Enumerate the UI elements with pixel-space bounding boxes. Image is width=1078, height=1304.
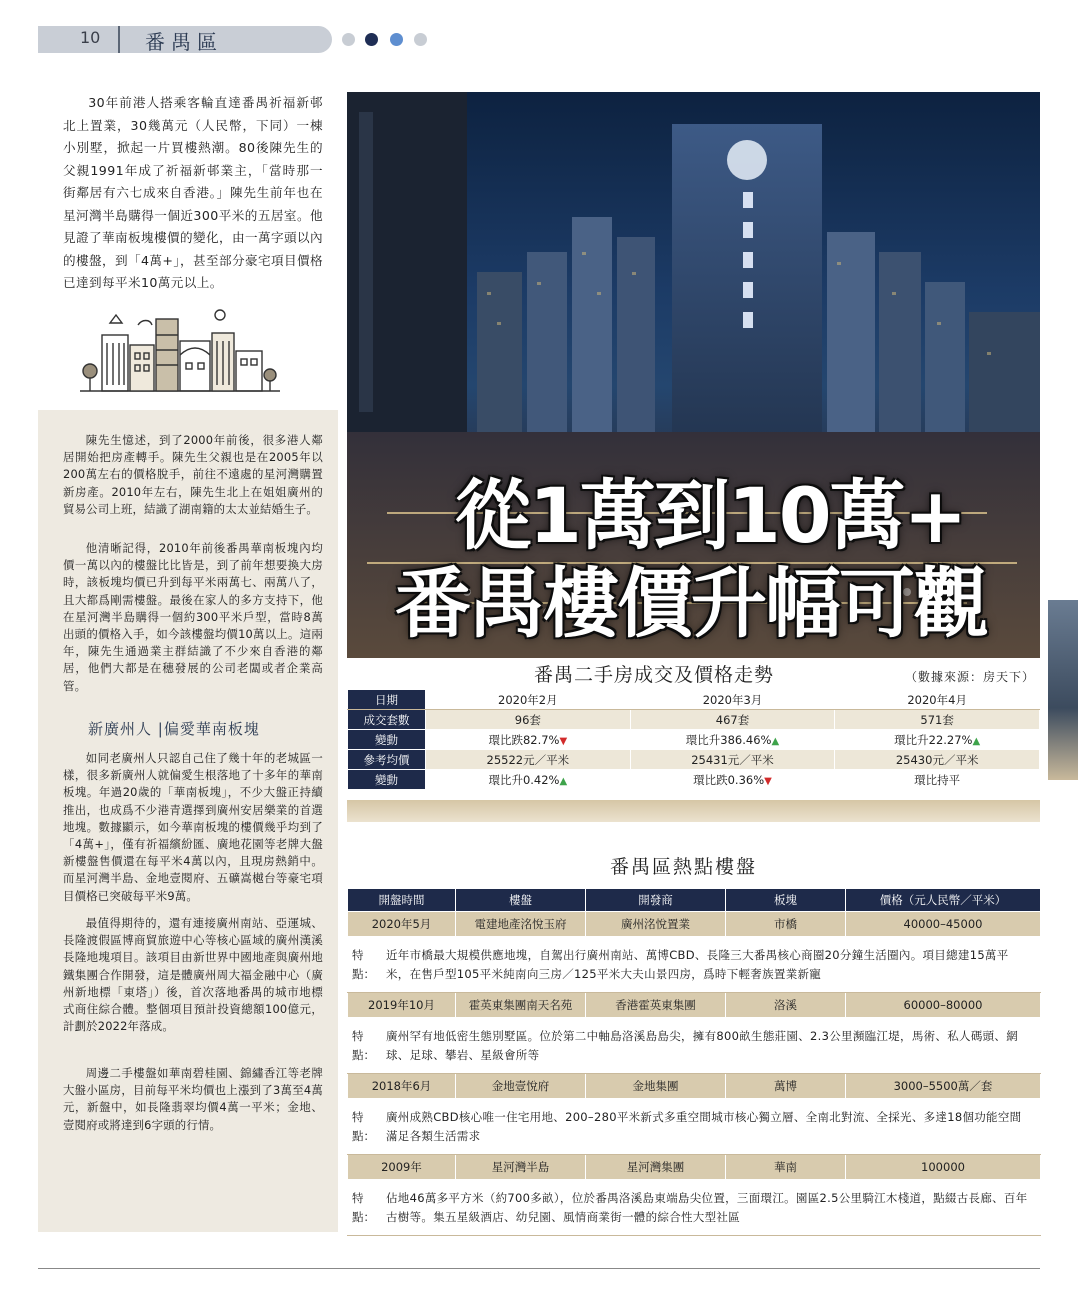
feature-label: 特點： bbox=[352, 948, 375, 981]
hotspot-table-title: 番禺區熱點樓盤 bbox=[610, 856, 758, 878]
table-header-cell: 2020年4月 bbox=[835, 690, 1040, 710]
feature-text: 佔地46萬多平方米（約700多畝），位於番禺洛溪島東端島尖位置，三面環江。園區2.5公里騎江木棧道，點綴古長廊、百年古樹等。集五星級酒店、幼兒園、風情商業街一體的綜合性大型社區 bbox=[386, 1191, 1028, 1224]
section-title: 番禺區 bbox=[145, 30, 223, 54]
row-label: 變動 bbox=[348, 730, 426, 750]
feature-row bbox=[348, 1099, 1041, 1155]
row-label: 參考均價 bbox=[348, 750, 426, 770]
up-arrow-icon: ▲ bbox=[771, 735, 780, 747]
table-cell: 環比升386.46%▲ bbox=[630, 730, 835, 750]
decor-dot bbox=[342, 33, 355, 46]
table-header-cell: 日期 bbox=[348, 690, 426, 710]
body-paragraph: 如同老廣州人只認自己住了幾十年的老城區一樣，很多新廣州人就偏愛生根落地了十多年的華南板塊。年過20歲的「華南板塊」，不少大盤正持續推出，也成爲不少港青選擇到廣州安居樂業的首選地塊。數據顯示，如今華南板塊的樓價幾乎均到了「4萬+」，僅有祈福繽紛匯、廣地花園等老牌大盤新樓盤售價還在每平米4萬以內，且現房熱銷中。而星河灣半島、金地壹閱府、五礦嵩樾台等豪宅項目價格已突破每平米9萬。 bbox=[63, 751, 323, 903]
feature-row bbox=[348, 1018, 1041, 1074]
feature-text: 廣州罕有地低密生態別墅區。位於第二中軸島洛溪島島尖，擁有800畝生態莊園、2.3公里瀕臨江堤，馬術、私人碼頭、網球、足球、攀岩、星級會所等 bbox=[386, 1029, 1019, 1062]
table-cell: 環比升22.27%▲ bbox=[835, 730, 1040, 750]
table-cell: 金地壹悅府 bbox=[456, 1074, 586, 1099]
table-row bbox=[348, 750, 1040, 770]
decorative-band bbox=[347, 800, 1040, 822]
table-header-cell: 價格（元人民幣／平米） bbox=[846, 889, 1041, 912]
trend-table-title: 番禺二手房成交及價格走勢 bbox=[534, 664, 775, 686]
table-cell: 2019年10月 bbox=[348, 993, 456, 1018]
feature-label: 特點： bbox=[352, 1191, 375, 1224]
table-cell: 100000 bbox=[846, 1155, 1041, 1180]
table-header-row bbox=[348, 690, 1040, 710]
table-header-cell: 板塊 bbox=[726, 889, 846, 912]
up-arrow-icon: ▲ bbox=[559, 775, 568, 787]
table-cell: 2020年5月 bbox=[348, 912, 456, 937]
table-cell: 洛溪 bbox=[726, 993, 846, 1018]
row-label: 變動 bbox=[348, 770, 426, 790]
row-label: 成交套數 bbox=[348, 710, 426, 730]
body-paragraph: 陳先生憶述，到了2000年前後，很多港人鄰居開始把房產轉手。陳先生父親也是在2005年以200萬左右的價格脫手，前往不遠處的星河灣購置新房產。2010年左右，陳先生北上在姐姐廣州的貿易公司上班，結識了湖南籍的太太並結婚生子。 bbox=[63, 433, 323, 516]
feature-cell bbox=[348, 1180, 1041, 1236]
up-arrow-icon: ▲ bbox=[972, 735, 981, 747]
feature-cell bbox=[348, 1018, 1041, 1074]
table-cell: 3000–5500萬／套 bbox=[846, 1074, 1041, 1099]
feature-label: 特點： bbox=[352, 1029, 375, 1062]
header-divider bbox=[118, 26, 120, 53]
city-buildings-illustration bbox=[80, 305, 280, 397]
table-cell: 金地集團 bbox=[586, 1074, 726, 1099]
table-cell: 環比升0.42%▲ bbox=[426, 770, 631, 790]
table-header-cell: 樓盤 bbox=[456, 889, 586, 912]
down-arrow-icon: ▼ bbox=[764, 775, 772, 787]
table-cell: 40000–45000 bbox=[846, 912, 1041, 937]
table-cell: 市橋 bbox=[726, 912, 846, 937]
table-cell: 2009年 bbox=[348, 1155, 456, 1180]
trend-table bbox=[347, 689, 1040, 790]
table-row bbox=[348, 770, 1040, 790]
feature-row bbox=[348, 1180, 1041, 1236]
decor-dot bbox=[390, 33, 403, 46]
table-cell: 星河灣半島 bbox=[456, 1155, 586, 1180]
table-cell: 25522元／平米 bbox=[426, 750, 631, 770]
page-header bbox=[0, 0, 1078, 60]
table-cell: 香港霍英東集團 bbox=[586, 993, 726, 1018]
table-cell: 廣州洺悅置業 bbox=[586, 912, 726, 937]
table-cell: 電建地產洺悅玉府 bbox=[456, 912, 586, 937]
table-cell: 571套 bbox=[835, 710, 1040, 730]
subheading: 新廣州人 |偏愛華南板塊 bbox=[88, 720, 260, 738]
table-cell: 環比跌82.7%▼ bbox=[426, 730, 631, 750]
table-row bbox=[348, 1074, 1041, 1099]
table-row bbox=[348, 730, 1040, 750]
intro-paragraph: 30年前港人搭乘客輪直達番禺祈福新邨北上置業，30幾萬元（人民幣，下同）一棟小別墅，掀起一片買樓熱潮。80後陳先生的父親1991年成了祈福新邨業主，「當時那一街鄰居有六七成來自香港。」陳先生前年也在星河灣半島購得一個近300平米的五居室。他見證了華南板塊樓價的變化，由一萬字頭以內的樓盤，到「4萬+」，甚至部分豪宅項目價格已達到每平米10萬元以上。 bbox=[63, 95, 323, 290]
headline-line-2: 番禺樓價升幅可觀 bbox=[395, 559, 987, 648]
table-cell: 96套 bbox=[426, 710, 631, 730]
table-row bbox=[348, 993, 1041, 1018]
table-cell: 25431元／平米 bbox=[630, 750, 835, 770]
decor-dot bbox=[365, 33, 378, 46]
table-cell: 華南 bbox=[726, 1155, 846, 1180]
feature-text: 廣州成熟CBD核心唯一住宅用地、200–280平米新式多重空間城市核心獨立層、全南北對流、全採光、多達18個功能空間滿足各類生活需求 bbox=[386, 1110, 1022, 1143]
table-header-cell: 2020年2月 bbox=[426, 690, 631, 710]
photo-edge-strip bbox=[1048, 600, 1078, 780]
down-arrow-icon: ▼ bbox=[559, 735, 568, 747]
table-cell: 60000–80000 bbox=[846, 993, 1041, 1018]
decor-dot bbox=[414, 33, 427, 46]
table-header-row bbox=[348, 889, 1041, 912]
table-cell: 2018年6月 bbox=[348, 1074, 456, 1099]
feature-row bbox=[348, 937, 1041, 993]
table-cell: 25430元／平米 bbox=[835, 750, 1040, 770]
table-cell: 環比跌0.36%▼ bbox=[630, 770, 835, 790]
table-row bbox=[348, 1155, 1041, 1180]
hotspot-table bbox=[347, 888, 1041, 1236]
bottom-divider bbox=[38, 1268, 1040, 1269]
body-paragraph: 他清晰記得，2010年前後番禺華南板塊內均價一萬以內的樓盤比比皆是，到了前年想要換大房時，該板塊均價已升到每平米兩萬七、兩萬八了，且大都爲剛需樓盤。最後在家人的多方支持下，他在星河灣半島購得一個約300平米戶型，當時8萬出頭的價格入手，如今該樓盤均價10萬以上。這兩年，陳先生通過業主群結識了不少來自香港的鄰居，他們大都是在穗發展的公司老闆或者企業高管。 bbox=[63, 541, 323, 693]
feature-cell bbox=[348, 937, 1041, 993]
table-cell: 星河灣集團 bbox=[586, 1155, 726, 1180]
feature-cell bbox=[348, 1099, 1041, 1155]
table-header-cell: 2020年3月 bbox=[630, 690, 835, 710]
feature-text: 近年市橋最大規模供應地塊，自駕出行廣州南站、萬博CBD、長隆三大番禺核心商圈20分鐘生活圈內。項目總建15萬平米，在售戶型105平米純南向三房／125平米大夫山景四房，爲時下輕奢族置業新寵 bbox=[386, 948, 1009, 981]
table-cell: 467套 bbox=[630, 710, 835, 730]
table-header-cell: 開盤時間 bbox=[348, 889, 456, 912]
table-header-cell: 開發商 bbox=[586, 889, 726, 912]
feature-label: 特點： bbox=[352, 1110, 375, 1143]
body-paragraph: 最值得期待的，還有連接廣州南站、亞運城、長隆渡假區博商貿旅遊中心等核心區域的廣州漢溪長隆地塊項目。該項目由新世界中國地產與廣州地鐵集團合作開發，這是體廣州周大福金融中心（廣州新地標「東塔」）後，首次落地番禺的城市地標式商住綜合體。整個項目預計投資總額100億元，計劃於2022年落成。 bbox=[63, 916, 323, 1034]
table-cell: 霍英東集團南天名苑 bbox=[456, 993, 586, 1018]
page-number: 10 bbox=[80, 28, 101, 47]
table-row bbox=[348, 710, 1040, 730]
headline-line-1: 從1萬到10萬+ bbox=[455, 471, 966, 560]
table-cell: 環比持平 bbox=[835, 770, 1040, 790]
table-cell: 萬博 bbox=[726, 1074, 846, 1099]
body-paragraph: 周邊二手樓盤如華南碧桂園、錦繡香江等老牌大盤小區房，目前每平米均價也上漲到了3萬至4萬元，新盤中，如長隆翡翠均價4萬一平米；金地、壹閱府或將達到6字頭的行情。 bbox=[63, 1066, 323, 1132]
table-row bbox=[348, 912, 1041, 937]
data-source-note: （數據來源：房天下） bbox=[905, 670, 1036, 684]
